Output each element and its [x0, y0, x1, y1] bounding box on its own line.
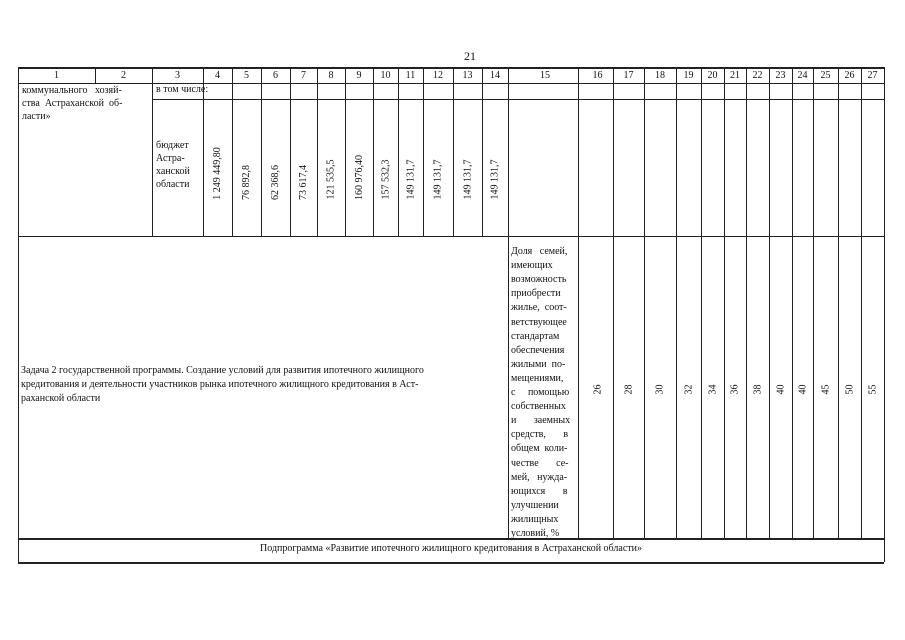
- indicator-text: улучшении: [511, 499, 559, 511]
- column-number-23: 23: [775, 70, 786, 81]
- target-value: 40: [797, 384, 808, 394]
- indicator-text: Доля семей,: [511, 246, 568, 257]
- column-border: [232, 67, 233, 236]
- indicator-text: стандартам: [511, 330, 560, 342]
- indicator-text: средств, в: [511, 429, 569, 441]
- budget-label: ханской: [156, 166, 190, 177]
- budget-value: 160 976,40: [353, 154, 365, 200]
- column-border: [701, 67, 702, 538]
- indicator-text: и заемных: [511, 415, 571, 427]
- column-number-15: 15: [540, 70, 550, 81]
- column-border: [317, 67, 318, 236]
- column-border: [861, 67, 862, 538]
- indicator-text: жилищных: [511, 513, 559, 525]
- column-number-3: 3: [175, 70, 180, 81]
- table-bottom-border: [18, 562, 884, 564]
- column-border: [578, 83, 579, 236]
- column-number-19: 19: [683, 70, 694, 81]
- indicator-text: условий, %: [511, 528, 560, 539]
- budget-value: 121 535,5: [325, 159, 337, 200]
- header-bottom-border: [18, 83, 884, 84]
- indicator-text: с помощью: [511, 387, 570, 398]
- column-border: [746, 67, 747, 538]
- column-border: [290, 67, 291, 236]
- indicator-text: общем коли-: [511, 443, 568, 455]
- column-number-25: 25: [820, 70, 831, 81]
- column-number-14: 14: [490, 70, 500, 81]
- target-value: 32: [683, 384, 694, 394]
- target-value: 50: [844, 384, 855, 394]
- column-number-27: 27: [867, 70, 878, 81]
- indicator-text: жилье, соот-: [511, 302, 567, 314]
- column-border: [724, 67, 725, 538]
- indicator-text: приобрести: [511, 288, 561, 300]
- column-number-10: 10: [380, 70, 391, 81]
- indicator-text: обеспечения: [511, 344, 565, 356]
- column-number-9: 9: [356, 70, 362, 81]
- table-left-border: [18, 67, 19, 562]
- column-number-17: 17: [623, 70, 634, 81]
- column-number-5: 5: [244, 70, 249, 81]
- column-border: [838, 67, 839, 538]
- indicator-text: ющихся в: [511, 485, 568, 497]
- column-number-2: 2: [121, 70, 126, 81]
- column-number-7: 7: [301, 70, 306, 81]
- column-border: [152, 67, 153, 236]
- row1-col1-text: ласти»: [22, 111, 51, 122]
- column-number-18: 18: [655, 70, 665, 81]
- column-border: [453, 67, 454, 236]
- column-border: [482, 67, 483, 236]
- page-number: 21: [464, 49, 476, 63]
- budget-label: бюджет: [156, 140, 189, 151]
- column-border: [613, 67, 614, 538]
- subprogram-title: Подпрограмма «Развитие ипотечного жилищного кредитования в Астраханской области»: [260, 543, 642, 554]
- column-number-12: 12: [433, 70, 443, 81]
- column-number-13: 13: [462, 70, 473, 81]
- column-number-20: 20: [707, 70, 718, 81]
- indicator-text: честве се-: [511, 457, 569, 469]
- target-value: 40: [775, 384, 786, 394]
- column-number-8: 8: [328, 70, 334, 81]
- task-2-text: раханской области: [21, 393, 101, 404]
- column-number-11: 11: [405, 70, 416, 81]
- budget-value: 1 249 449,80: [211, 146, 223, 200]
- column-border: [398, 67, 399, 236]
- indicator-text: мещениями,: [511, 372, 564, 384]
- budget-value: 157 532,3: [380, 159, 391, 200]
- indicator-text: мей, нужда-: [511, 471, 568, 483]
- row-divider: [18, 538, 884, 540]
- including-label: в том числе:: [156, 84, 209, 95]
- indicator-text: имеющих: [511, 260, 553, 272]
- target-value: 34: [707, 384, 718, 394]
- task-2-text: Задача 2 государственной программы. Создание условий для развития ипотечного жилищного: [21, 365, 424, 376]
- column-number-22: 22: [752, 70, 763, 81]
- target-value: 26: [592, 384, 603, 394]
- task-2-text: кредитования и деятельности участников рынка ипотечного жилищного кредитования в Аст-: [21, 379, 419, 390]
- indicator-text: возможность: [511, 274, 567, 286]
- target-value: 38: [752, 384, 763, 394]
- column-border: [508, 67, 509, 236]
- row-divider: [18, 236, 884, 237]
- column-number-1: 1: [54, 70, 59, 81]
- column-border: [676, 67, 677, 538]
- target-value: 28: [623, 384, 634, 394]
- column-border: [578, 236, 579, 538]
- column-border: [345, 67, 346, 236]
- column-number-26: 26: [844, 70, 855, 81]
- budget-value: 76 892,8: [241, 164, 252, 200]
- target-value: 55: [867, 384, 878, 394]
- indicator-text: жилыми по-: [511, 358, 566, 370]
- column-number-21: 21: [730, 70, 740, 81]
- budget-value: 149 131,7: [489, 159, 501, 200]
- column-number-6: 6: [273, 70, 278, 81]
- target-value: 30: [654, 384, 666, 394]
- column-border: [508, 236, 509, 538]
- budget-label: области: [156, 179, 190, 190]
- column-border: [261, 67, 262, 236]
- column-border: [373, 67, 374, 236]
- budget-value: 149 131,7: [405, 159, 416, 200]
- column-border: [644, 67, 645, 538]
- indicator-text: ветствующее: [511, 316, 567, 328]
- column-border: [792, 67, 793, 538]
- column-border: [423, 67, 424, 236]
- row1-col1-text: ства Астраханской об-: [22, 98, 123, 109]
- row1-col1-text: коммунального хозяй-: [22, 85, 122, 96]
- budget-value: 73 617,4: [298, 164, 309, 200]
- budget-value: 149 131,7: [432, 159, 444, 200]
- budget-value: 149 131,7: [462, 159, 473, 200]
- indicator-text: собственных: [511, 401, 566, 413]
- budget-label: Астра-: [156, 153, 185, 164]
- column-number-16: 16: [592, 70, 603, 81]
- target-value: 36: [729, 384, 741, 394]
- column-border: [813, 67, 814, 538]
- column-number-24: 24: [797, 70, 808, 81]
- table-right-border: [884, 67, 885, 562]
- column-number-4: 4: [215, 70, 220, 81]
- column-border: [769, 67, 770, 538]
- budget-value: 62 368,6: [270, 164, 281, 200]
- target-value: 45: [820, 384, 831, 394]
